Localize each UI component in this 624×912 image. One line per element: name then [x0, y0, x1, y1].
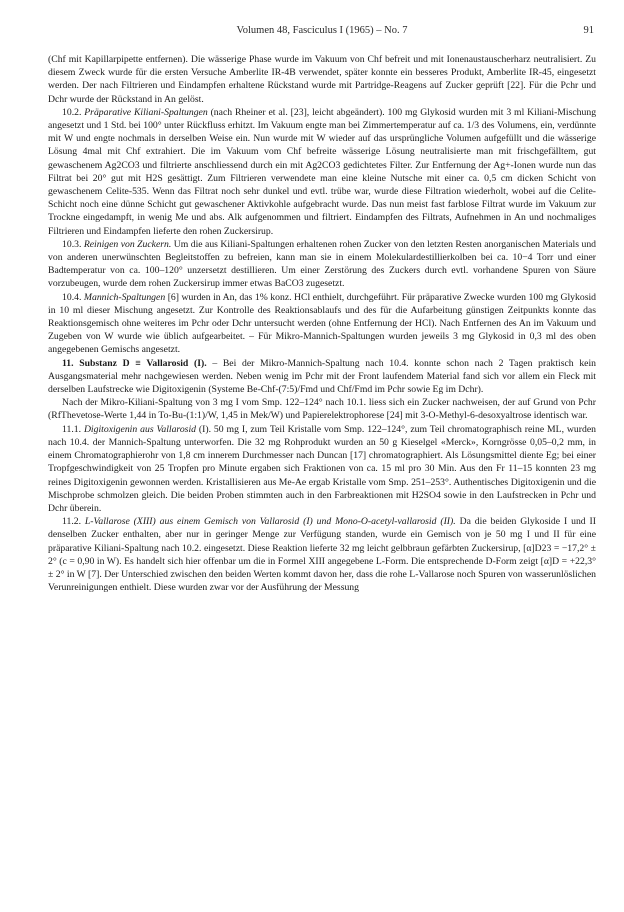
section-citation: (nach Rheiner et al. [23], leicht abgeändert).: [210, 106, 385, 118]
paragraph-10-4: [48, 291, 596, 357]
page-number: 91: [583, 25, 594, 36]
section-title: Reinigen von Zuckern.: [83, 238, 172, 250]
section-body: Um die aus Kiliani-Spaltungen erhaltenen rohen Zucker von den letzten Resten anorganischen Materials und von anderen unerwünschten Begleitstoffen zu befreien, kann man sie in einem Molekulardestillierkolben bei ca. 10−4 Torr und einer Badtemperatur von ca. 100–120° unzersetzt destillieren. Um einer Zerstörung des Zuckers durch evtl. vorhandene Spuren von Säure vorzubeugen, wurde dem rohen Zuckersirup immer etwas BaCO3 zugesetzt.: [48, 238, 597, 290]
section-title: Digitoxigenin aus Vallarosid: [83, 423, 196, 435]
section-title: L-Vallarose (XIII) aus einem Gemisch von Vallarosid (I) und Mono-O-acetyl-vallarosid (II).: [84, 516, 456, 528]
section-number: 10.2.: [62, 106, 82, 118]
paragraph-10-2: [48, 106, 596, 238]
section-number: 11.1.: [62, 423, 82, 435]
paragraph-11-2: [48, 515, 596, 594]
paragraph-10-3: [48, 238, 596, 291]
paragraph-11-kiliani: Nach der Mikro-Kiliani-Spaltung von 3 mg I vom Smp. 122–124° nach 10.1. liess sich ein Zucker nachweisen, der auf Grund von Pchr (RfThevetose-Werte 1,44 in To-Bu-(1:1)/W, 1,45 in Mek/W) und Papierelektrophorese [24] mit 3-O-Methyl-6-desoxyaltrose identisch war.: [48, 397, 596, 422]
paragraph-11: [48, 357, 596, 397]
section-body: – Bei der Mikro-Mannich-Spaltung nach 10.4. konnte schon nach 2 Tagen praktisch kein Ausgangsmaterial mehr nachgewiesen werden. Neben wenig im Pchr mit der Front laufendem Material fand sich vor allem ein Fleck mit derselben Laufstrecke wie Digitoxigenin (Systeme Be-Chf-(7:5)/Fmd und Chf/Fmd im Pchr sowie Eg im Dchr).: [48, 357, 596, 396]
section-body: Da die beiden Glykoside I und II denselben Zucker enthalten, aber nur in geringer Menge zur Verfügung standen, wurde ein Gemisch von je 50 mg I und II für eine präparative Kiliani-Spaltung nach 10.2. eingesetzt. Diese Reaktion lieferte 32 mg leicht gelbbraun gefärbten Zuckersirup, [α]D23 = −17,2° ± 2° (c = 0,90 in W). Es handelt sich hier offenbar um die in Formel XIII angegebene L-Form. Die entsprechende D-Form zeigt [α]D = +22,3° ± 2° in W [7]. Der Unterschied zwischen den beiden Werten kommt davon her, dass die rohe L-Vallarose noch Spuren von wasserunlöslichen Verunreinigungen enthielt. Diese wurden zwar vor der Ausführung der Messung: [48, 516, 596, 594]
running-title: Volumen 48, Fasciculus I (1965) – No. 7: [236, 25, 408, 36]
paragraph-11-1: [48, 423, 596, 515]
section-heading: 11. Substanz D ≡ Vallarosid (I).: [62, 357, 207, 369]
section-number: 10.4.: [62, 291, 82, 303]
section-body: [6] wurden in An, das 1% konz. HCl enthielt, durchgeführt. Für präparative Zwecke wurden 100 mg Glykosid in 10 ml dieser Mischung angesetzt. Zur Kontrolle des Reaktionsablaufs und des für die Aufarbeitung günstigen Zeitpunkts konnte das Reaktionsgemisch ohne weiteres im Pchr oder Dchr untersucht werden (ohne Entfernung der HCl). Nach Entfernen des An im Vakuum und Zugeben von W wurde wie üblich aufgearbeitet. – Für Mikro-Mannich-Spaltungen wurden jeweils 3 mg Glykosid in 0,3 ml des oben angegebenen Gemischs angesetzt.: [48, 291, 597, 356]
section-body: (I). 50 mg I, zum Teil Kristalle vom Smp. 122–124°, zum Teil chromatographisch reine ML, wurden nach 10.4. der Mannich-Spaltung unterworfen. Die 32 mg Rohprodukt wurden an 50 g Kieselgel «Merck», Korngrösse 0,05–0,2 mm, in einem Chromatographierohr von 1,8 cm innerem Durchmesser nach Duncan [17] chromatographiert. Als Lösungsmittel diente Eg; bei einer Tropfgeschwindigkeit von 25 Tropfen pro Minute ergaben sich Fraktionen von ca. 15 ml pro 30 Min. Aus den Fr 11–15 konnten 23 mg reines Digitoxigenin gewonnen werden. Kristallisieren aus Me-Ae ergab Kristalle vom Smp. 251–253°. Authentisches Digitoxigenin und die Mischprobe schmolzen gleich. Die beiden Proben stimmten auch in den Farbreaktionen mit H2SO4 sowie in den Laufstrecken in Pchr und Dchr überein.: [48, 423, 596, 514]
section-number: 10.3.: [62, 238, 82, 250]
running-header: [48, 24, 596, 40]
paragraph-continued: (Chf mit Kapillarpipette entfernen). Die wässerige Phase wurde im Vakuum von Chf befreit und mit Ionenaustauscherharz neutralisiert. Zu diesem Zweck wurde für die ersten Versuche Amberlite IR-4B verwendet, später konnte ein besseres Produkt, Amberlite IR-45, eingesetzt werden. Der nach Filtrieren und Eindampfen erhaltene Rückstand wurde mit Partridge-Reagens auf Zucker geprüft [22]. Für die Pchr und Dchr wurde der Rückstand in An gelöst.: [48, 54, 596, 105]
section-number: 11.2.: [62, 516, 82, 528]
section-title: Präparative Kiliani-Spaltungen: [84, 106, 208, 118]
section-body: 100 mg Glykosid wurden mit 3 ml Kiliani-Mischung angesetzt und 1 Std. bei 100° unter Rückfluss erhitzt. Im Vakuum engte man bei Zimmertemperatur auf ca. 1/3 des Volumens, ein, verdünnte mit W und engte nochmals in derselben Weise ein. Nun wurde mit W wieder auf das ursprüngliche Volumen aufgefüllt und die wässerige Lösung 4mal mit Chf extrahiert. Die im Vakuum vom Chf befreite wässerige Lösung neutralisierte man mit frischgefälltem, gut gewaschenem Ag2CO3 und filtrierte anschliessend durch ein mit Ag2CO3 gedichtetes Filter. Zur Entfernung der Ag+-Ionen wurde nun das Filtrat bei 20° gut mit H2S gesättigt. Zum Filtrieren verwendete man eine kleine Nutsche mit einer ca. 0,5 cm dicken Schicht von gewaschenem Celite-535. Wenn das Filtrat noch sehr dunkel und evtl. trübe war, wurde diese Filtration wiederholt, wobei auf die Celite-Schicht noch eine dünne Schicht gut gewaschener Aktivkohle aufgebracht wurde. Das nun meist fast farblose Filtrat wurde im Vakuum zur Trockne eingedampft, in wenig Me und abs. Alk aufgenommen und filtriert. Eindampfen des Filtrats, Aufnehmen in An und nochmaliges Filtrieren und Eindampfen lieferte den rohen Zuckersirup.: [48, 106, 597, 237]
section-title: Mannich-Spaltungen: [83, 291, 166, 303]
